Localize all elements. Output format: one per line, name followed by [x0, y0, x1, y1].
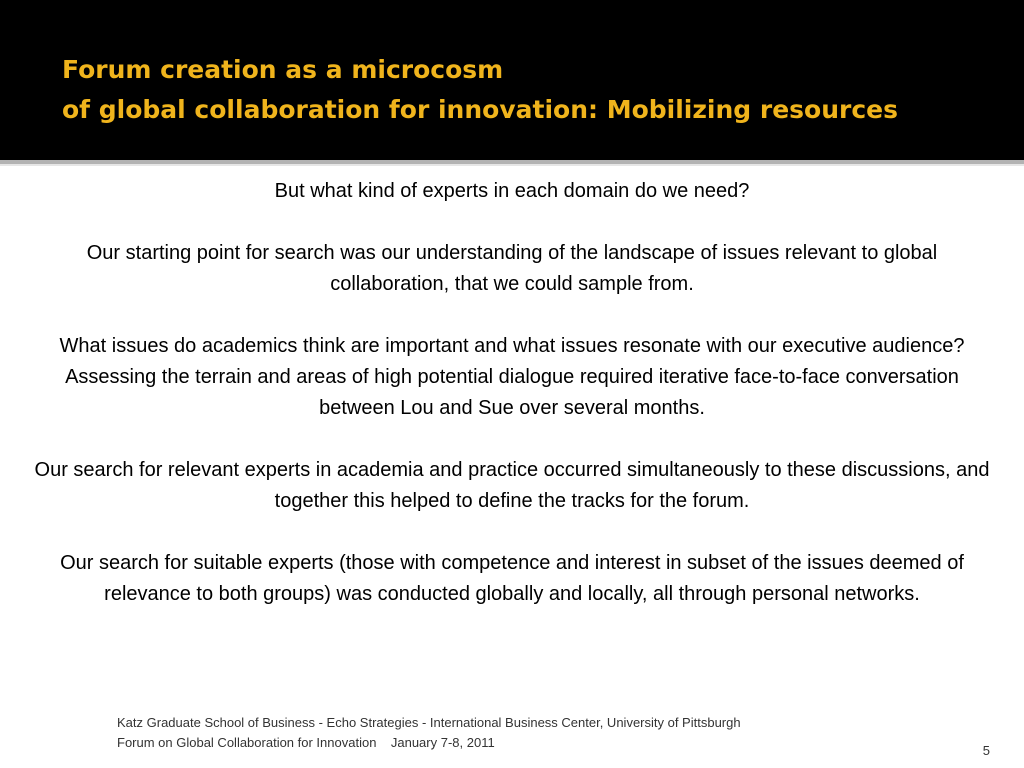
body-paragraph-question: But what kind of experts in each domain do we need?	[274, 180, 750, 202]
body-paragraph-search-suitable: Our search for suitable experts (those with competence and interest in subset of the issues deemed of relevance to both groups) was conducted globally and locally, all through personal networks.	[60, 552, 964, 605]
slide-title	[62, 50, 1002, 130]
slide-title-line-2: of global collaboration for innovation: Mobilizing resources	[62, 95, 898, 124]
body-paragraph-issues: What issues do academics think are important and what issues resonate with our executive audience? Assessing the terrain and areas of high potential dialogue required iterative face-to-face conversation between Lou and Sue over several months.	[59, 335, 965, 419]
body-paragraph-starting-point: Our starting point for search was our understanding of the landscape of issues relevant to global collaboration, that we could sample from.	[86, 242, 938, 295]
slide-footer	[117, 713, 917, 753]
slide-body	[30, 176, 994, 641]
footer-event: Forum on Global Collaboration for Innovation January 7-8, 2011	[117, 735, 495, 750]
body-paragraph-search-relevant: Our search for relevant experts in academia and practice occurred simultaneously to these discussions, and together this helped to define the tracks for the forum.	[34, 459, 990, 512]
title-divider-highlight	[0, 164, 1024, 166]
slide-number: 5	[982, 743, 990, 758]
footer-organizations: Katz Graduate School of Business - Echo Strategies - International Business Center, University of Pittsburgh	[117, 715, 741, 730]
slide-title-line-1: Forum creation as a microcosm	[62, 55, 504, 84]
title-banner	[0, 0, 1024, 160]
